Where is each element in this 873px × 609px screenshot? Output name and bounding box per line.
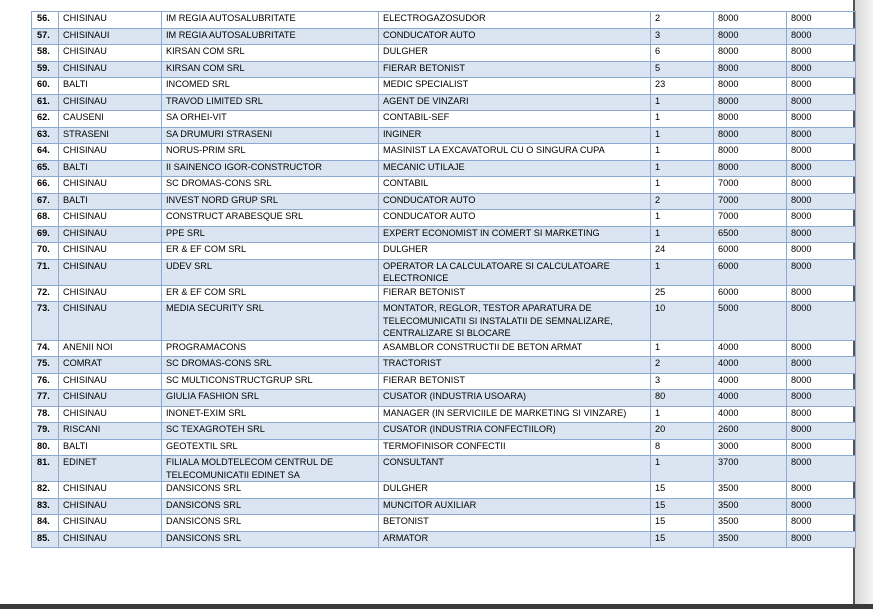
locality-cell: CHISINAU: [59, 243, 162, 260]
occupation-cell: CUSATOR (INDUSTRIA USOARA): [379, 390, 651, 407]
occupation-cell: CUSATOR (INDUSTRIA CONFECTIILOR): [379, 423, 651, 440]
table-row: [32, 482, 856, 499]
employer-cell: SA ORHEI-VIT: [162, 111, 379, 128]
employer-cell: DANSICONS SRL: [162, 515, 379, 532]
max-salary-cell: 8000: [787, 340, 856, 357]
salary-cell: 8000: [714, 160, 787, 177]
row-number: 84.: [32, 515, 59, 532]
table-row: [32, 111, 856, 128]
max-salary-cell: 8000: [787, 243, 856, 260]
salary-cell: 8000: [714, 12, 787, 29]
salary-cell: 6000: [714, 285, 787, 302]
salary-cell: 6000: [714, 259, 787, 285]
table-row: [32, 340, 856, 357]
locality-cell: CHISINAU: [59, 45, 162, 62]
vacancies-cell: 8: [651, 439, 714, 456]
employer-cell: CONSTRUCT ARABESQUE SRL: [162, 210, 379, 227]
row-number: 58.: [32, 45, 59, 62]
table-row: [32, 456, 856, 482]
row-number: 60.: [32, 78, 59, 95]
employer-cell: II SAINENCO IGOR-CONSTRUCTOR: [162, 160, 379, 177]
vacancies-cell: 2: [651, 12, 714, 29]
table-row: [32, 390, 856, 407]
row-number: 80.: [32, 439, 59, 456]
employer-cell: SC MULTICONSTRUCTGRUP SRL: [162, 373, 379, 390]
row-number: 56.: [32, 12, 59, 29]
salary-cell: 5000: [714, 302, 787, 341]
max-salary-cell: 8000: [787, 78, 856, 95]
table-row: [32, 302, 856, 341]
table-row: [32, 144, 856, 161]
max-salary-cell: 8000: [787, 177, 856, 194]
table-row: [32, 373, 856, 390]
max-salary-cell: 8000: [787, 357, 856, 374]
locality-cell: CHISINAU: [59, 210, 162, 227]
row-number: 81.: [32, 456, 59, 482]
row-number: 70.: [32, 243, 59, 260]
max-salary-cell: 8000: [787, 390, 856, 407]
employer-cell: DANSICONS SRL: [162, 482, 379, 499]
locality-cell: CHISINAU: [59, 498, 162, 515]
max-salary-cell: 8000: [787, 127, 856, 144]
max-salary-cell: 8000: [787, 515, 856, 532]
table-row: [32, 45, 856, 62]
salary-cell: 3500: [714, 498, 787, 515]
occupation-cell: CONDUCATOR AUTO: [379, 193, 651, 210]
salary-cell: 7000: [714, 177, 787, 194]
employer-cell: PPE SRL: [162, 226, 379, 243]
locality-cell: BALTI: [59, 439, 162, 456]
row-number: 75.: [32, 357, 59, 374]
row-number: 78.: [32, 406, 59, 423]
max-salary-cell: 8000: [787, 406, 856, 423]
vacancies-cell: 23: [651, 78, 714, 95]
max-salary-cell: 8000: [787, 210, 856, 227]
employer-cell: INONET-EXIM SRL: [162, 406, 379, 423]
table-row: [32, 259, 856, 285]
locality-cell: CHISINAU: [59, 302, 162, 341]
vacancies-cell: 3: [651, 28, 714, 45]
max-salary-cell: 8000: [787, 28, 856, 45]
max-salary-cell: 8000: [787, 285, 856, 302]
employer-cell: SC DROMAS-CONS SRL: [162, 357, 379, 374]
salary-cell: 8000: [714, 111, 787, 128]
salary-cell: 3500: [714, 531, 787, 548]
vacancies-table: [31, 11, 856, 548]
employer-cell: TRAVOD LIMITED SRL: [162, 94, 379, 111]
max-salary-cell: 8000: [787, 111, 856, 128]
row-number: 77.: [32, 390, 59, 407]
employer-cell: DANSICONS SRL: [162, 531, 379, 548]
vacancies-cell: 1: [651, 456, 714, 482]
max-salary-cell: 8000: [787, 160, 856, 177]
row-number: 68.: [32, 210, 59, 227]
locality-cell: CHISINAU: [59, 390, 162, 407]
row-number: 82.: [32, 482, 59, 499]
locality-cell: EDINET: [59, 456, 162, 482]
occupation-cell: MECANIC UTILAJE: [379, 160, 651, 177]
table-row: [32, 210, 856, 227]
max-salary-cell: 8000: [787, 12, 856, 29]
row-number: 83.: [32, 498, 59, 515]
locality-cell: RISCANI: [59, 423, 162, 440]
locality-cell: CHISINAU: [59, 373, 162, 390]
employer-cell: KIRSAN COM SRL: [162, 61, 379, 78]
locality-cell: CHISINAU: [59, 482, 162, 499]
salary-cell: 6000: [714, 243, 787, 260]
salary-cell: 3500: [714, 515, 787, 532]
employer-cell: GEOTEXTIL SRL: [162, 439, 379, 456]
table-row: [32, 193, 856, 210]
row-number: 57.: [32, 28, 59, 45]
max-salary-cell: 8000: [787, 482, 856, 499]
row-number: 74.: [32, 340, 59, 357]
occupation-cell: ELECTROGAZOSUDOR: [379, 12, 651, 29]
table-row: [32, 406, 856, 423]
employer-cell: IM REGIA AUTOSALUBRITATE: [162, 12, 379, 29]
row-number: 64.: [32, 144, 59, 161]
row-number: 66.: [32, 177, 59, 194]
row-number: 71.: [32, 259, 59, 285]
employer-cell: KIRSAN COM SRL: [162, 45, 379, 62]
occupation-cell: CONTABIL: [379, 177, 651, 194]
vacancies-cell: 15: [651, 498, 714, 515]
locality-cell: CHISINAU: [59, 406, 162, 423]
employer-cell: DANSICONS SRL: [162, 498, 379, 515]
salary-cell: 7000: [714, 193, 787, 210]
max-salary-cell: 8000: [787, 226, 856, 243]
occupation-cell: FIERAR BETONIST: [379, 61, 651, 78]
locality-cell: CHISINAU: [59, 531, 162, 548]
max-salary-cell: 8000: [787, 61, 856, 78]
salary-cell: 8000: [714, 61, 787, 78]
employer-cell: INVEST NORD GRUP SRL: [162, 193, 379, 210]
table-row: [32, 498, 856, 515]
table-row: [32, 439, 856, 456]
row-number: 85.: [32, 531, 59, 548]
locality-cell: STRASENI: [59, 127, 162, 144]
salary-cell: 4000: [714, 390, 787, 407]
row-number: 69.: [32, 226, 59, 243]
occupation-cell: CONTABIL-SEF: [379, 111, 651, 128]
table-row: [32, 94, 856, 111]
vacancies-cell: 15: [651, 531, 714, 548]
vacancies-cell: 3: [651, 373, 714, 390]
max-salary-cell: 8000: [787, 302, 856, 341]
row-number: 63.: [32, 127, 59, 144]
max-salary-cell: 8000: [787, 498, 856, 515]
row-number: 79.: [32, 423, 59, 440]
row-number: 72.: [32, 285, 59, 302]
vacancies-cell: 1: [651, 127, 714, 144]
salary-cell: 4000: [714, 373, 787, 390]
locality-cell: BALTI: [59, 78, 162, 95]
vacancies-cell: 1: [651, 177, 714, 194]
vacancies-cell: 1: [651, 144, 714, 161]
vacancies-cell: 1: [651, 406, 714, 423]
employer-cell: SC DROMAS-CONS SRL: [162, 177, 379, 194]
vacancies-cell: 1: [651, 340, 714, 357]
salary-cell: 8000: [714, 28, 787, 45]
occupation-cell: BETONIST: [379, 515, 651, 532]
max-salary-cell: 8000: [787, 193, 856, 210]
vacancies-cell: 25: [651, 285, 714, 302]
vacancies-table-body: [32, 12, 856, 548]
table-row: [32, 177, 856, 194]
table-row: [32, 285, 856, 302]
locality-cell: CHISINAU: [59, 285, 162, 302]
locality-cell: CHISINAU: [59, 226, 162, 243]
vacancies-cell: 80: [651, 390, 714, 407]
locality-cell: CHISINAU: [59, 144, 162, 161]
vacancies-cell: 1: [651, 259, 714, 285]
vacancies-cell: 1: [651, 94, 714, 111]
occupation-cell: DULGHER: [379, 482, 651, 499]
salary-cell: 6500: [714, 226, 787, 243]
row-number: 61.: [32, 94, 59, 111]
occupation-cell: MEDIC SPECIALIST: [379, 78, 651, 95]
employer-cell: INCOMED SRL: [162, 78, 379, 95]
table-row: [32, 28, 856, 45]
row-number: 73.: [32, 302, 59, 341]
occupation-cell: MONTATOR, REGLOR, TESTOR APARATURA DE TELECOMUNICATII SI INSTALATII DE SEMNALIZARE, CENTRALIZARE SI BLOCARE: [379, 302, 651, 341]
table-row: [32, 226, 856, 243]
vacancies-cell: 20: [651, 423, 714, 440]
locality-cell: CHISINAU: [59, 177, 162, 194]
occupation-cell: TRACTORIST: [379, 357, 651, 374]
vacancies-cell: 5: [651, 61, 714, 78]
max-salary-cell: 8000: [787, 94, 856, 111]
table-row: [32, 12, 856, 29]
table-row: [32, 127, 856, 144]
salary-cell: 4000: [714, 406, 787, 423]
locality-cell: CHISINAU: [59, 259, 162, 285]
table-row: [32, 357, 856, 374]
employer-cell: ER & EF COM SRL: [162, 243, 379, 260]
locality-cell: BALTI: [59, 193, 162, 210]
table-row: [32, 423, 856, 440]
occupation-cell: TERMOFINISOR CONFECTII: [379, 439, 651, 456]
salary-cell: 8000: [714, 127, 787, 144]
salary-cell: 7000: [714, 210, 787, 227]
locality-cell: COMRAT: [59, 357, 162, 374]
row-number: 65.: [32, 160, 59, 177]
max-salary-cell: 8000: [787, 45, 856, 62]
max-salary-cell: 8000: [787, 259, 856, 285]
vacancies-cell: 1: [651, 111, 714, 128]
employer-cell: NORUS-PRIM SRL: [162, 144, 379, 161]
max-salary-cell: 8000: [787, 439, 856, 456]
row-number: 76.: [32, 373, 59, 390]
locality-cell: BALTI: [59, 160, 162, 177]
table-row: [32, 78, 856, 95]
vacancies-cell: 15: [651, 482, 714, 499]
vacancies-cell: 10: [651, 302, 714, 341]
occupation-cell: DULGHER: [379, 45, 651, 62]
salary-cell: 4000: [714, 340, 787, 357]
occupation-cell: DULGHER: [379, 243, 651, 260]
employer-cell: GIULIA FASHION SRL: [162, 390, 379, 407]
occupation-cell: CONDUCATOR AUTO: [379, 210, 651, 227]
salary-cell: 3000: [714, 439, 787, 456]
max-salary-cell: 8000: [787, 144, 856, 161]
row-number: 62.: [32, 111, 59, 128]
employer-cell: UDEV SRL: [162, 259, 379, 285]
vacancies-cell: 2: [651, 193, 714, 210]
salary-cell: 8000: [714, 45, 787, 62]
page-margin: [855, 0, 873, 604]
max-salary-cell: 8000: [787, 373, 856, 390]
salary-cell: 4000: [714, 357, 787, 374]
salary-cell: 3500: [714, 482, 787, 499]
occupation-cell: EXPERT ECONOMIST IN COMERT SI MARKETING: [379, 226, 651, 243]
vacancies-cell: 15: [651, 515, 714, 532]
vacancies-cell: 2: [651, 357, 714, 374]
vacancies-cell: 24: [651, 243, 714, 260]
vacancies-cell: 1: [651, 160, 714, 177]
row-number: 59.: [32, 61, 59, 78]
vacancies-cell: 1: [651, 210, 714, 227]
salary-cell: 8000: [714, 94, 787, 111]
employer-cell: ER & EF COM SRL: [162, 285, 379, 302]
table-row: [32, 531, 856, 548]
occupation-cell: MASINIST LA EXCAVATORUL CU O SINGURA CUPA: [379, 144, 651, 161]
locality-cell: CHISINAU: [59, 12, 162, 29]
locality-cell: CHISINAUI: [59, 28, 162, 45]
vacancies-cell: 6: [651, 45, 714, 62]
table-row: [32, 515, 856, 532]
salary-cell: 2600: [714, 423, 787, 440]
employer-cell: SC TEXAGROTEH SRL: [162, 423, 379, 440]
employer-cell: SA DRUMURI STRASENI: [162, 127, 379, 144]
table-row: [32, 160, 856, 177]
occupation-cell: CONSULTANT: [379, 456, 651, 482]
employer-cell: IM REGIA AUTOSALUBRITATE: [162, 28, 379, 45]
occupation-cell: OPERATOR LA CALCULATOARE SI CALCULATOARE ELECTRONICE: [379, 259, 651, 285]
employer-cell: FILIALA MOLDTELECOM CENTRUL DE TELECOMUNICATII EDINET SA: [162, 456, 379, 482]
occupation-cell: AGENT DE VINZARI: [379, 94, 651, 111]
locality-cell: CHISINAU: [59, 94, 162, 111]
salary-cell: 8000: [714, 144, 787, 161]
locality-cell: CHISINAU: [59, 515, 162, 532]
occupation-cell: ARMATOR: [379, 531, 651, 548]
table-row: [32, 243, 856, 260]
page-bottom-edge: [0, 604, 873, 609]
occupation-cell: CONDUCATOR AUTO: [379, 28, 651, 45]
locality-cell: CHISINAU: [59, 61, 162, 78]
row-number: 67.: [32, 193, 59, 210]
vacancies-cell: 1: [651, 226, 714, 243]
occupation-cell: INGINER: [379, 127, 651, 144]
salary-cell: 8000: [714, 78, 787, 95]
occupation-cell: ASAMBLOR CONSTRUCTII DE BETON ARMAT: [379, 340, 651, 357]
max-salary-cell: 8000: [787, 531, 856, 548]
occupation-cell: FIERAR BETONIST: [379, 285, 651, 302]
locality-cell: ANENII NOI: [59, 340, 162, 357]
salary-cell: 3700: [714, 456, 787, 482]
locality-cell: CAUSENI: [59, 111, 162, 128]
table-row: [32, 61, 856, 78]
employer-cell: PROGRAMACONS: [162, 340, 379, 357]
occupation-cell: FIERAR BETONIST: [379, 373, 651, 390]
max-salary-cell: 8000: [787, 456, 856, 482]
employer-cell: MEDIA SECURITY SRL: [162, 302, 379, 341]
max-salary-cell: 8000: [787, 423, 856, 440]
occupation-cell: MUNCITOR AUXILIAR: [379, 498, 651, 515]
occupation-cell: MANAGER (IN SERVICIILE DE MARKETING SI VINZARE): [379, 406, 651, 423]
